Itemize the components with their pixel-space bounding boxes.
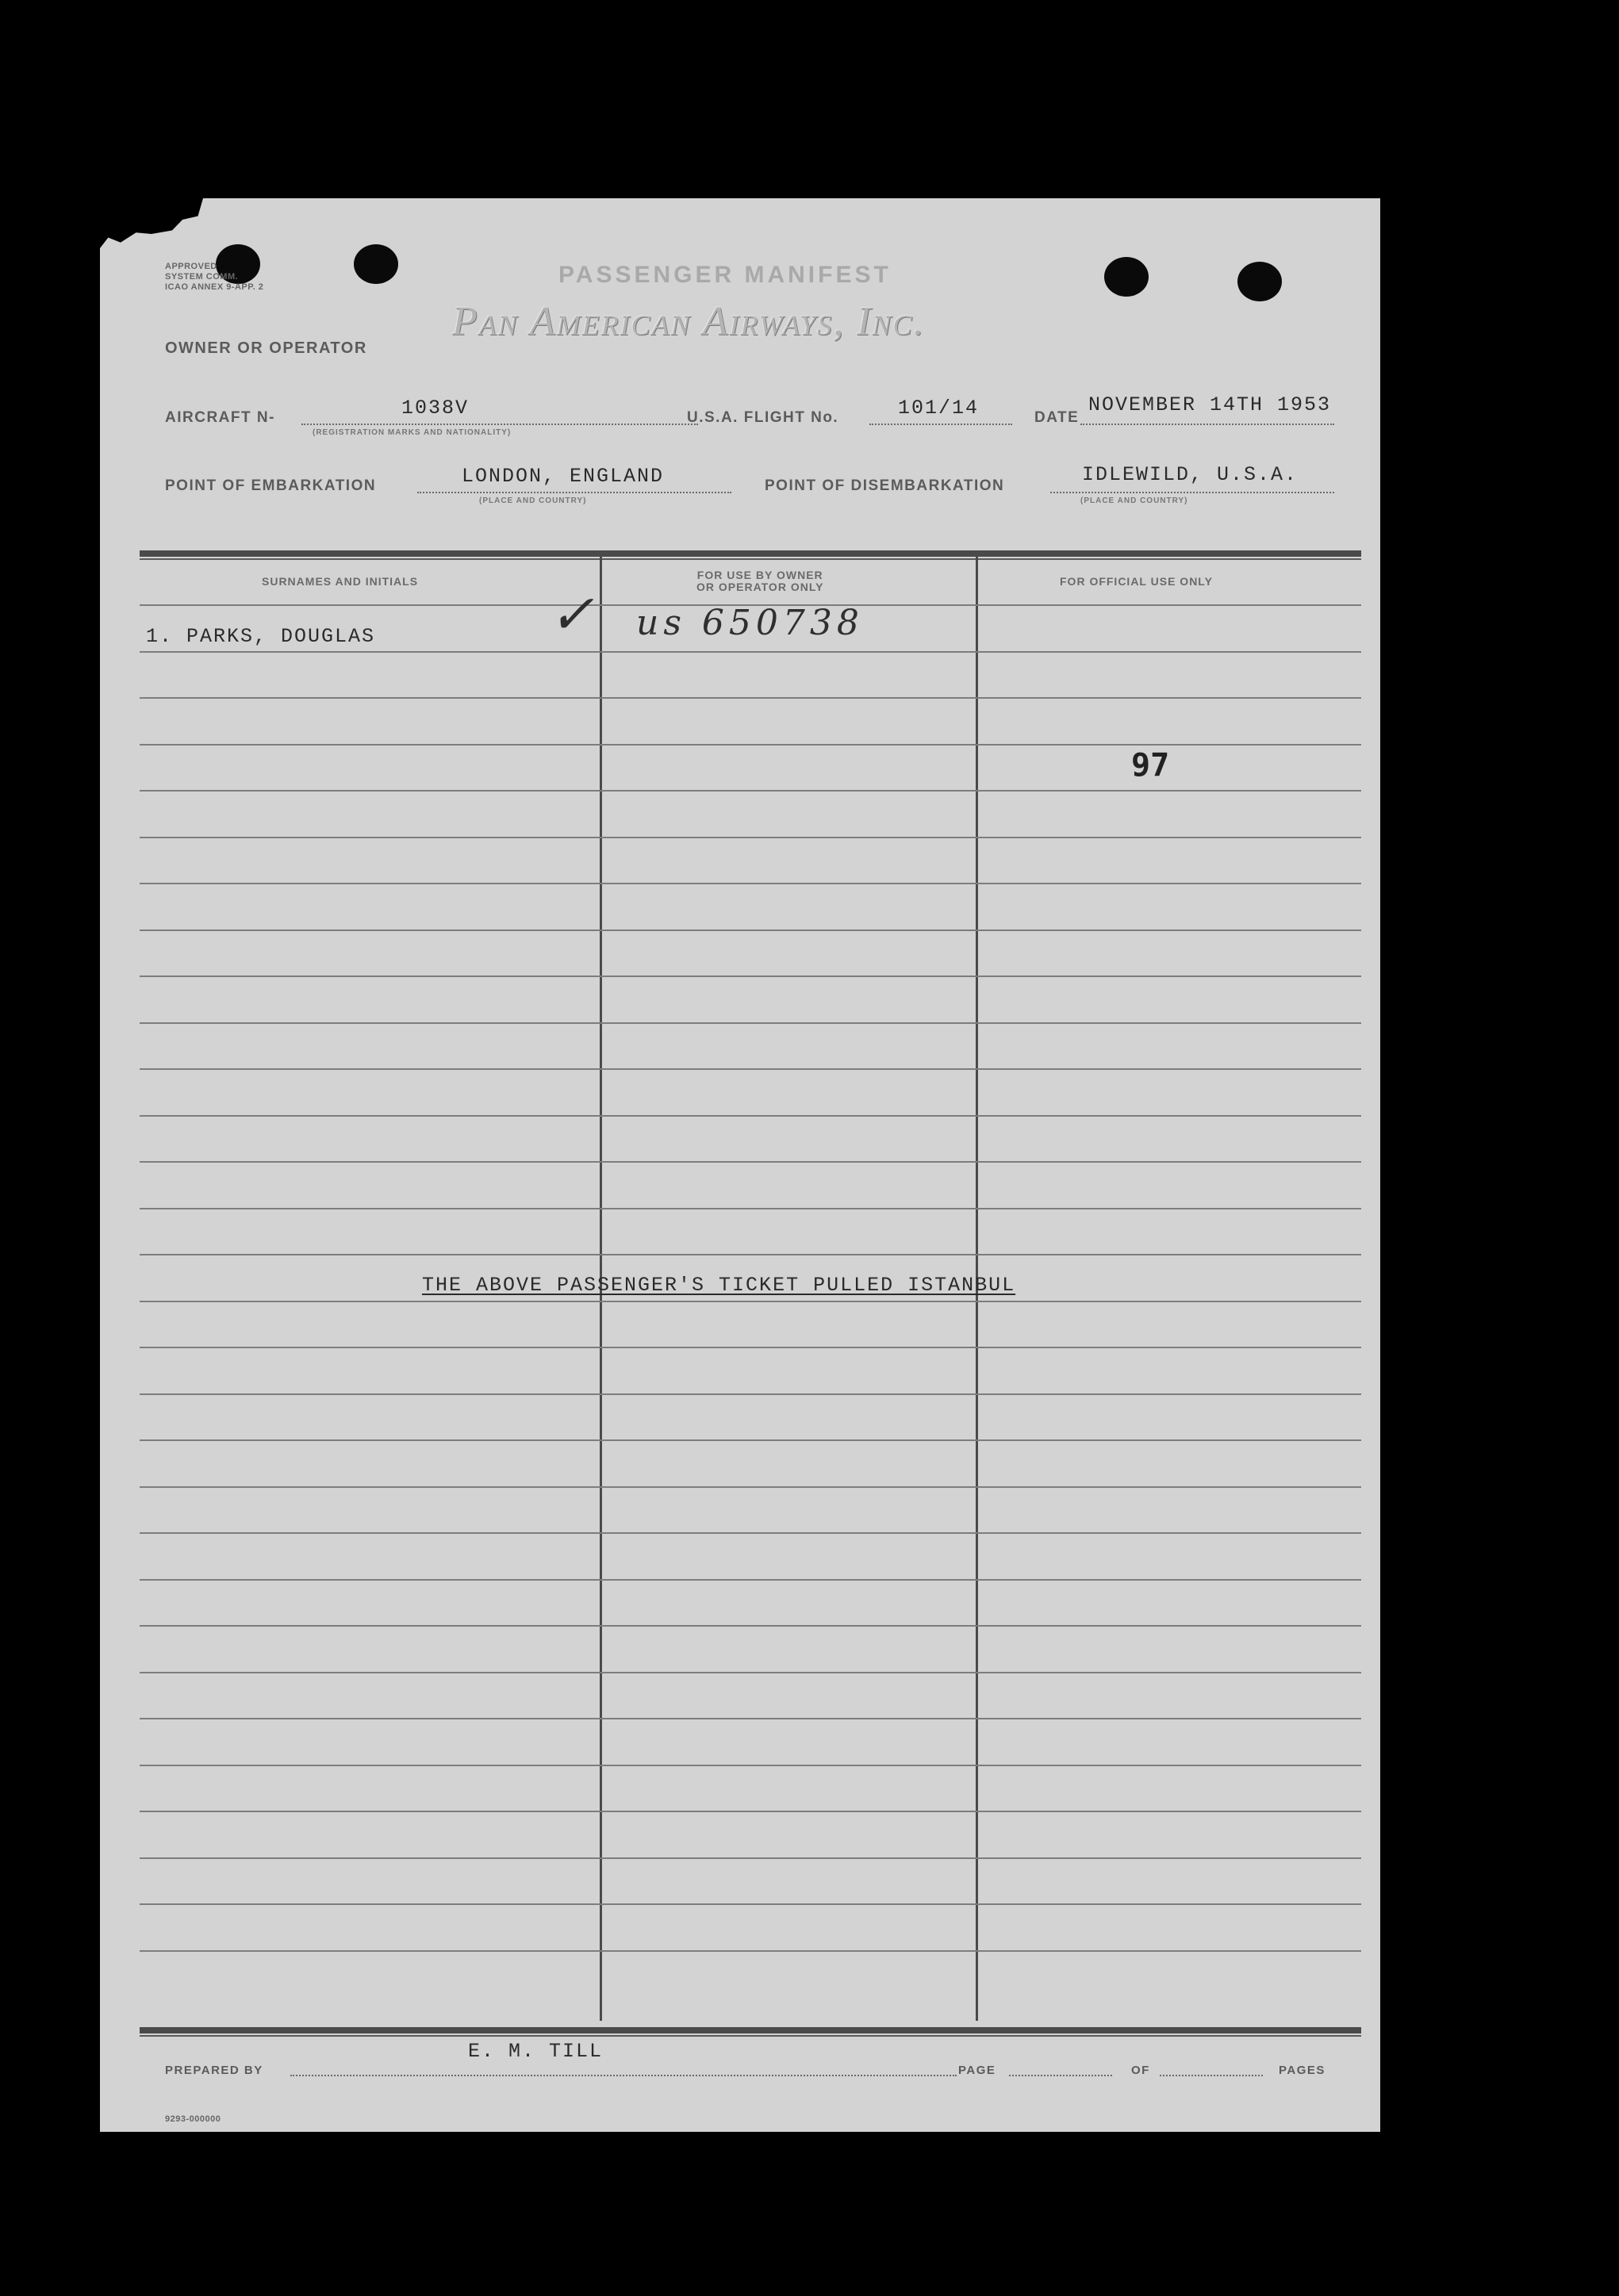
prepared-by-line: [290, 2075, 957, 2076]
flight-value: 101/14: [898, 397, 980, 420]
embarkation-line: [417, 492, 731, 493]
table-row-line: [140, 1115, 1361, 1117]
table-row-line: [140, 1486, 1361, 1488]
table-row-line: [140, 1950, 1361, 1952]
table-row-line: [140, 976, 1361, 977]
disembarkation-label: POINT OF DISEMBARKATION: [765, 477, 1005, 494]
col-header-surnames: SURNAMES AND INITIALS: [262, 575, 419, 588]
disembarkation-value: IDLEWILD, U.S.A.: [1082, 463, 1299, 486]
table-top-rule: [140, 550, 1361, 557]
company-name: Pan American Airways, Inc.: [452, 299, 926, 344]
prepared-by-label: PREPARED BY: [165, 2064, 263, 2077]
table-row-line: [140, 1532, 1361, 1534]
disembarkation-line: [1050, 492, 1334, 493]
prepared-by-value: E. M. TILL: [468, 2040, 604, 2063]
table-row-line: [140, 1625, 1361, 1627]
aircraft-value: 1038V: [401, 397, 470, 420]
table-row-line: [140, 1903, 1361, 1905]
table-row-line: [140, 1347, 1361, 1348]
flight-line: [869, 424, 1012, 425]
checkmark: ✓: [549, 584, 594, 646]
embarkation-caption: (PLACE AND COUNTRY): [479, 496, 587, 505]
torn-corner: [100, 198, 203, 270]
punch-hole-2: [354, 244, 398, 284]
table-row-line: [140, 837, 1361, 838]
table-row-line: [140, 1439, 1361, 1441]
col-header-owner-line2: OR OPERATOR ONLY: [696, 581, 824, 593]
aircraft-label: AIRCRAFT N-: [165, 409, 275, 426]
table-row-line: [140, 790, 1361, 792]
official-number: 97: [1131, 747, 1170, 784]
approval-line-1: APPROVED: [165, 262, 217, 271]
table-row-line: [140, 930, 1361, 931]
embarkation-value: LONDON, ENGLAND: [462, 465, 665, 488]
table-row-line: [140, 1301, 1361, 1302]
form-code: 9293-000000: [165, 2114, 221, 2124]
table-row-line: [140, 697, 1361, 699]
table-row-line: [140, 1579, 1361, 1581]
table-row-line: [140, 1254, 1361, 1255]
page-line: [1009, 2075, 1112, 2076]
table-row-line: [140, 883, 1361, 884]
passenger-row-1: 1. PARKS, DOUGLAS: [146, 625, 376, 648]
table-row-line: [140, 651, 1361, 653]
manifest-sheet: [100, 198, 1380, 2132]
aircraft-line: [301, 424, 698, 425]
col-header-owner-line1: FOR USE BY OWNER: [696, 569, 823, 581]
of-line: [1160, 2075, 1263, 2076]
page-label: PAGE: [958, 2064, 996, 2077]
embarkation-label: POINT OF EMBARKATION: [165, 477, 377, 494]
table-row-line: [140, 1161, 1361, 1163]
table-row-line: [140, 1672, 1361, 1673]
approval-line-2: SYSTEM COMM.: [165, 272, 239, 282]
of-label: OF: [1131, 2064, 1150, 2077]
date-label: DATE: [1034, 409, 1080, 426]
aircraft-caption: (REGISTRATION MARKS AND NATIONALITY): [313, 428, 512, 437]
col-header-official: FOR OFFICIAL USE ONLY: [1060, 575, 1213, 588]
table-row-line: [140, 1393, 1361, 1395]
table-row-line: [140, 1718, 1361, 1719]
form-title: PASSENGER MANIFEST: [558, 262, 892, 288]
table-row-line: [140, 744, 1361, 746]
approval-line-3: ICAO ANNEX 9-APP. 2: [165, 282, 264, 292]
owner-operator-label: OWNER OR OPERATOR: [165, 339, 367, 357]
punch-hole-4: [1237, 262, 1282, 301]
ticket-note: THE ABOVE PASSENGER'S TICKET PULLED ISTANBUL: [422, 1274, 1016, 1297]
approval-block: [165, 262, 263, 293]
disembarkation-caption: (PLACE AND COUNTRY): [1080, 496, 1188, 505]
table-bottom-rule: [140, 2027, 1361, 2033]
date-line: [1080, 424, 1334, 425]
handwritten-number: us 650738: [636, 603, 864, 643]
table-row-line: [140, 1811, 1361, 1812]
table-row-line: [140, 1208, 1361, 1209]
table-row-line: [140, 1068, 1361, 1070]
table-row-line: [140, 1765, 1361, 1766]
date-value: NOVEMBER 14TH 1953: [1088, 393, 1332, 416]
flight-label: U.S.A. FLIGHT No.: [687, 409, 839, 426]
col-header-owner: [696, 569, 823, 593]
table-row-line: [140, 1857, 1361, 1859]
table-row-line: [140, 1022, 1361, 1024]
punch-hole-3: [1104, 257, 1149, 297]
pages-label: PAGES: [1279, 2064, 1326, 2077]
